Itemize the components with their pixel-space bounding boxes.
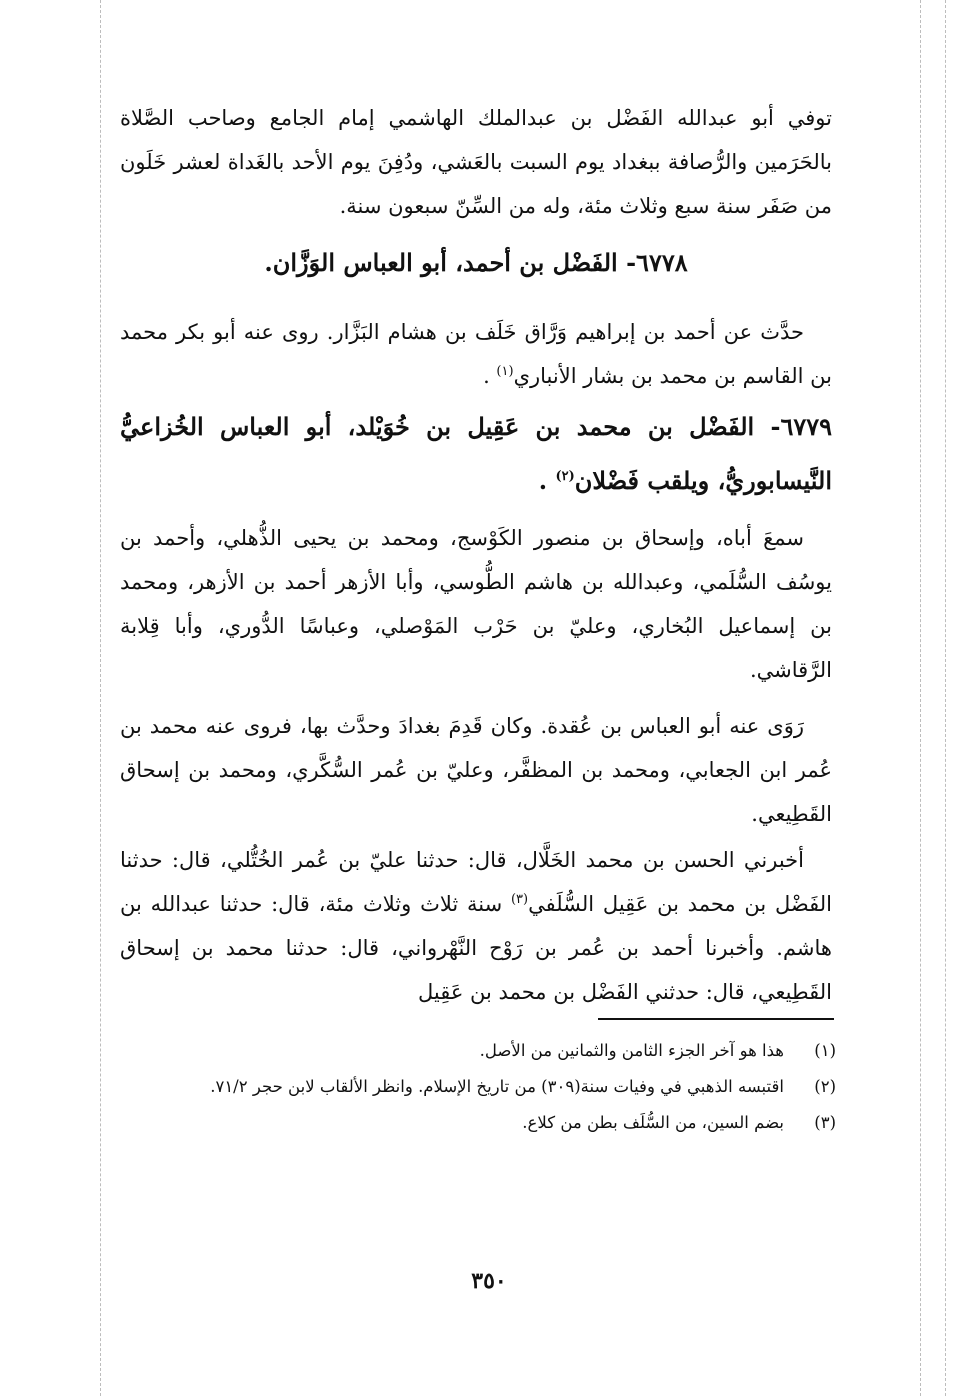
footnote-1 [120, 1036, 836, 1066]
margin-guide-left [100, 0, 101, 1396]
paragraph-text [120, 310, 832, 398]
footnote-number: (١) [814, 1041, 836, 1060]
page-number: ٣٥٠ [471, 1268, 507, 1294]
entry-heading-tail: . [538, 466, 556, 495]
footnote-separator [598, 1018, 834, 1020]
footnote-number: (٣) [814, 1113, 836, 1132]
paragraph-text: رَوَى عنه أبو العباس بن عُقدة. وكان قَدِمَ بغدادَ وحدَّث بها، فروى عنه محمد بن عُمر ابن الجعابي، ومحمد بن المظفَّر، وعليّ بن عُمر السُّكَّري، ومحمد بن إسحاق القَطِيعي. [120, 714, 832, 826]
footnote-marker-1: (١) [496, 364, 514, 379]
paragraph-text: سمعَ أباه، وإسحاق بن منصور الكَوْسج، ومحمد بن يحيى الذُّهلي، وأحمد بن يوسُف السُّلَمي، وعبدالله بن هاشم الطُّوسي، وأبا الأزهر أحمد بن الأزهر، ومحمد بن إسماعيل البُخاري، وعليّ بن حَرْب المَوْصلي، وعباسًا الدُّوري، وأبا قِلابة الرَّقاشي. [120, 526, 832, 682]
footnote-text: بضم السين، من السُّلَف بطن من كلاع. [522, 1113, 784, 1132]
paragraph-main-text: حدَّث عن أحمد بن إبراهيم وَرَّاق خَلَف بن هشام البَزَّار. روى عنه أبو بكر محمد بن القاسم بن محمد بن بشار الأنباري [120, 320, 832, 388]
paragraph-main-text: أخبرني الحسن بن محمد الخَلَّال، قال: حدثنا عليّ بن عُمر الخُتُّلي، قال: حدثنا الفَضْل بن محمد بن عَقِيل السُّلَفي [120, 848, 832, 916]
footnote-number: (٢) [814, 1077, 836, 1096]
paragraph-death-notice [120, 96, 832, 228]
entry-heading-6778 [120, 236, 832, 290]
margin-guide-outer [945, 0, 946, 1396]
paragraph-entry-6778 [120, 310, 832, 398]
paragraph-tail: . [483, 364, 497, 388]
footnote-marker-2: (٢) [555, 469, 575, 484]
paragraph-text [120, 838, 832, 1014]
entry-heading-text [120, 400, 832, 508]
entry-heading-6779 [120, 400, 832, 508]
footnote-text: اقتبسه الذهبي في وفيات سنة(٣٠٩) من تاريخ الإسلام. وانظر الألقاب لابن حجر ٧١/٢. [210, 1077, 784, 1096]
entry-heading-text: ٦٧٧٨- الفَضْل بن أحمد، أبو العباس الوَزَّان. [264, 248, 688, 277]
paragraph-continuation: سنة ثلاث وثلاث مئة، قال: حدثنا عبدالله بن هاشم. وأخبرنا أحمد بن عُمر بن رَوْح النَّهْرواني، قال: حدثنا محمد بن إسحاق القَطِيعي، قال: حدثني الفَضْل بن محمد بن عَقِيل [120, 892, 832, 1004]
footnotes [120, 1036, 836, 1144]
entry-heading-main: ٦٧٧٩- الفَضْل بن محمد بن عَقِيل بن خُوَيْلد، أبو العباس الخُزاعيُّ النَّيسابوريُّ، ويلقب فَضْلان [120, 412, 832, 495]
paragraph-text: توفي أبو عبدالله الفَضْل بن عبدالملك الهاشمي إمام الجامع وصاحب الصَّلاة بالحَرَمين والرُّصافة ببغداد يوم السبت بالعَشي، ودُفِنَ يوم الأحد بالغَداة لعشر خَلَون من صَفَر سنة سبع وثلاث مئة، وله من السِّنّ سبعون سنة. [120, 106, 832, 218]
paragraph-teachers [120, 516, 832, 692]
paragraph-isnad [120, 838, 832, 1014]
footnote-text: هذا هو آخر الجزء الثامن والثمانين من الأصل. [479, 1041, 784, 1060]
footnote-2 [120, 1072, 836, 1102]
margin-guide-right [920, 0, 921, 1396]
paragraph-students [120, 704, 832, 836]
footnote-3 [120, 1108, 836, 1138]
footnote-marker-3: (٣) [510, 892, 529, 907]
